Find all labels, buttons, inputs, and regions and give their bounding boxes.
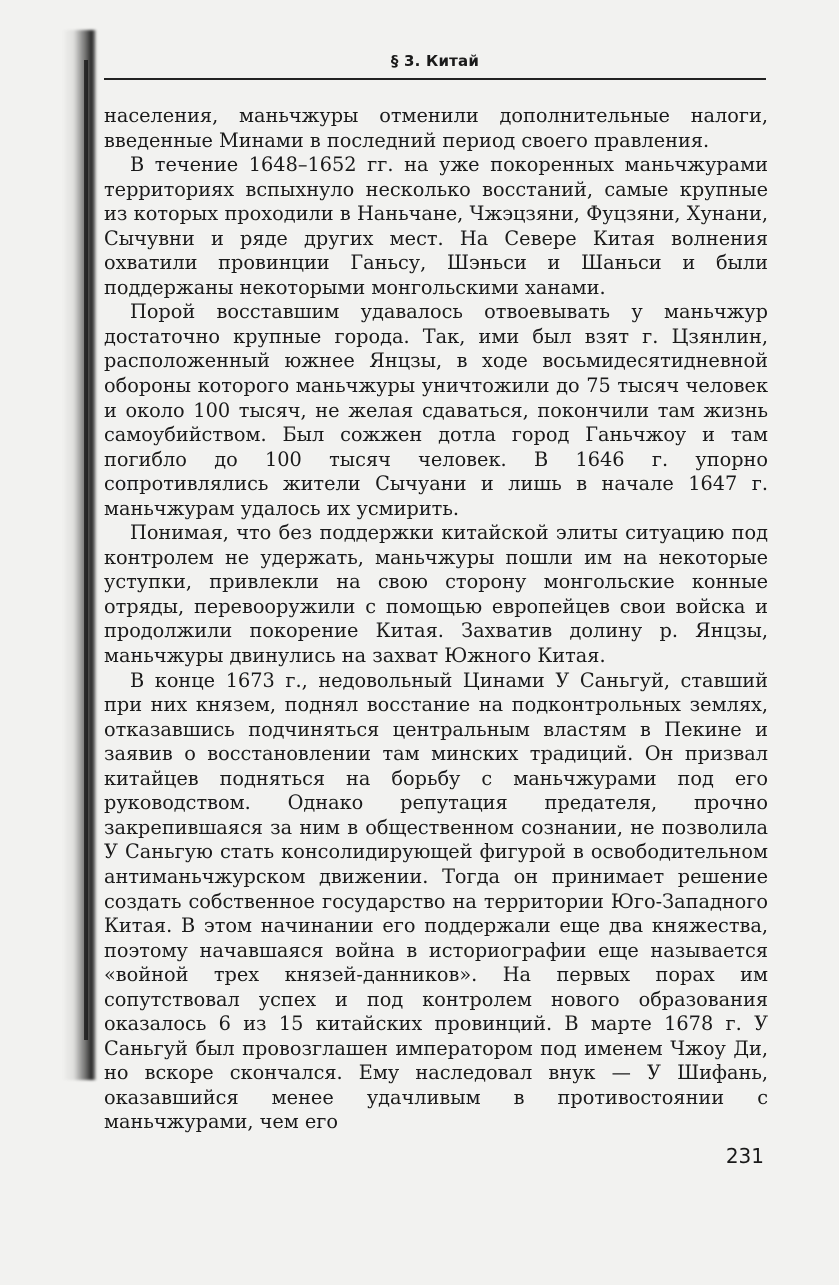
paragraph-wu-sangui: В конце 1673 г., недовольный Цинами У Саньгуй, ставший при них князем, поднял восстание на подконтрольных землях, отказавшись подчиняться центральным властям в Пекине и заявив о восстановлении там минских традиций. Он призвал китайцев подняться на борьбу с маньчжурами под его руководством. Однако репутация предателя, прочно закрепившаяся за ним в общественном сознании, не позволила У Саньгую стать консолидирующей фигурой в освободительном антиманьчжурском движении. Тогда он принимает решение создать собственное государство на территории Юго-Западного Китая. В этом начинании его поддержали еще два княжества, поэтому начавшаяся война в историографии еще называется «войной трех князей-данников». На первых порах им сопутствовал успех и под контролем нового образования оказалось 6 из 15 китайских провинций. В марте 1678 г. У Саньгуй был провозглашен императором под именем Чжоу Ди, но вскоре скончался. Ему наследовал внук — У Шифань, оказавшийся менее удачливым в противостоянии с маньчжурами, чем его [104,668,768,1134]
page-binding-edge [84,60,88,1040]
paragraph-concessions: Понимая, что без поддержки китайской элиты ситуацию под контролем не удержать, маньчжуры пошли им на некоторые уступки, привлекли на свою сторону монгольские конные отряды, перевооружили с помощью европейцев свои войска и продолжили покорение Китая. Захватив долину р. Янцзы, маньчжуры двинулись на захват Южного Китая. [104,521,768,668]
page-number: 231 [725,1144,764,1168]
paragraph-cities: Порой восставшим удавалось отвоевывать у маньчжур достаточно крупные города. Так, ими был взят г. Цзянлин, расположенный южнее Янцзы, в ходе восьмидесятидневной обороны которого маньчжуры уничтожили до 75 тысяч человек и около 100 тысяч, не желая сдаваться, покончили там жизнь самоубийством. Был сожжен дотла город Ганьчжоу и там погибло до 100 тысяч человек. В 1646 г. упорно сопротивлялись жители Сычуани и лишь в начале 1647 г. маньчжурам удалось их усмирить. [104,300,768,520]
paragraph-uprisings: В течение 1648–1652 гг. на уже покоренных маньчжурами территориях вспыхнуло несколько восстаний, самые крупные из которых проходили в Наньчане, Чжэцзяни, Фуцзяни, Хунани, Сычувни и ряде других мест. На Севере Китая волнения охватили провинции Ганьсу, Шэньси и Шаньси и были поддержаны некоторыми монгольскими ханами. [104,153,768,299]
paragraph-continued: населения, маньчжуры отменили дополнительные налоги, введенные Минами в последний период своего правления. [104,104,768,152]
page-binding-shadow [62,30,96,1080]
running-head: § 3. Китай [390,52,480,70]
header-rule [104,78,766,80]
body-text [104,104,768,1135]
